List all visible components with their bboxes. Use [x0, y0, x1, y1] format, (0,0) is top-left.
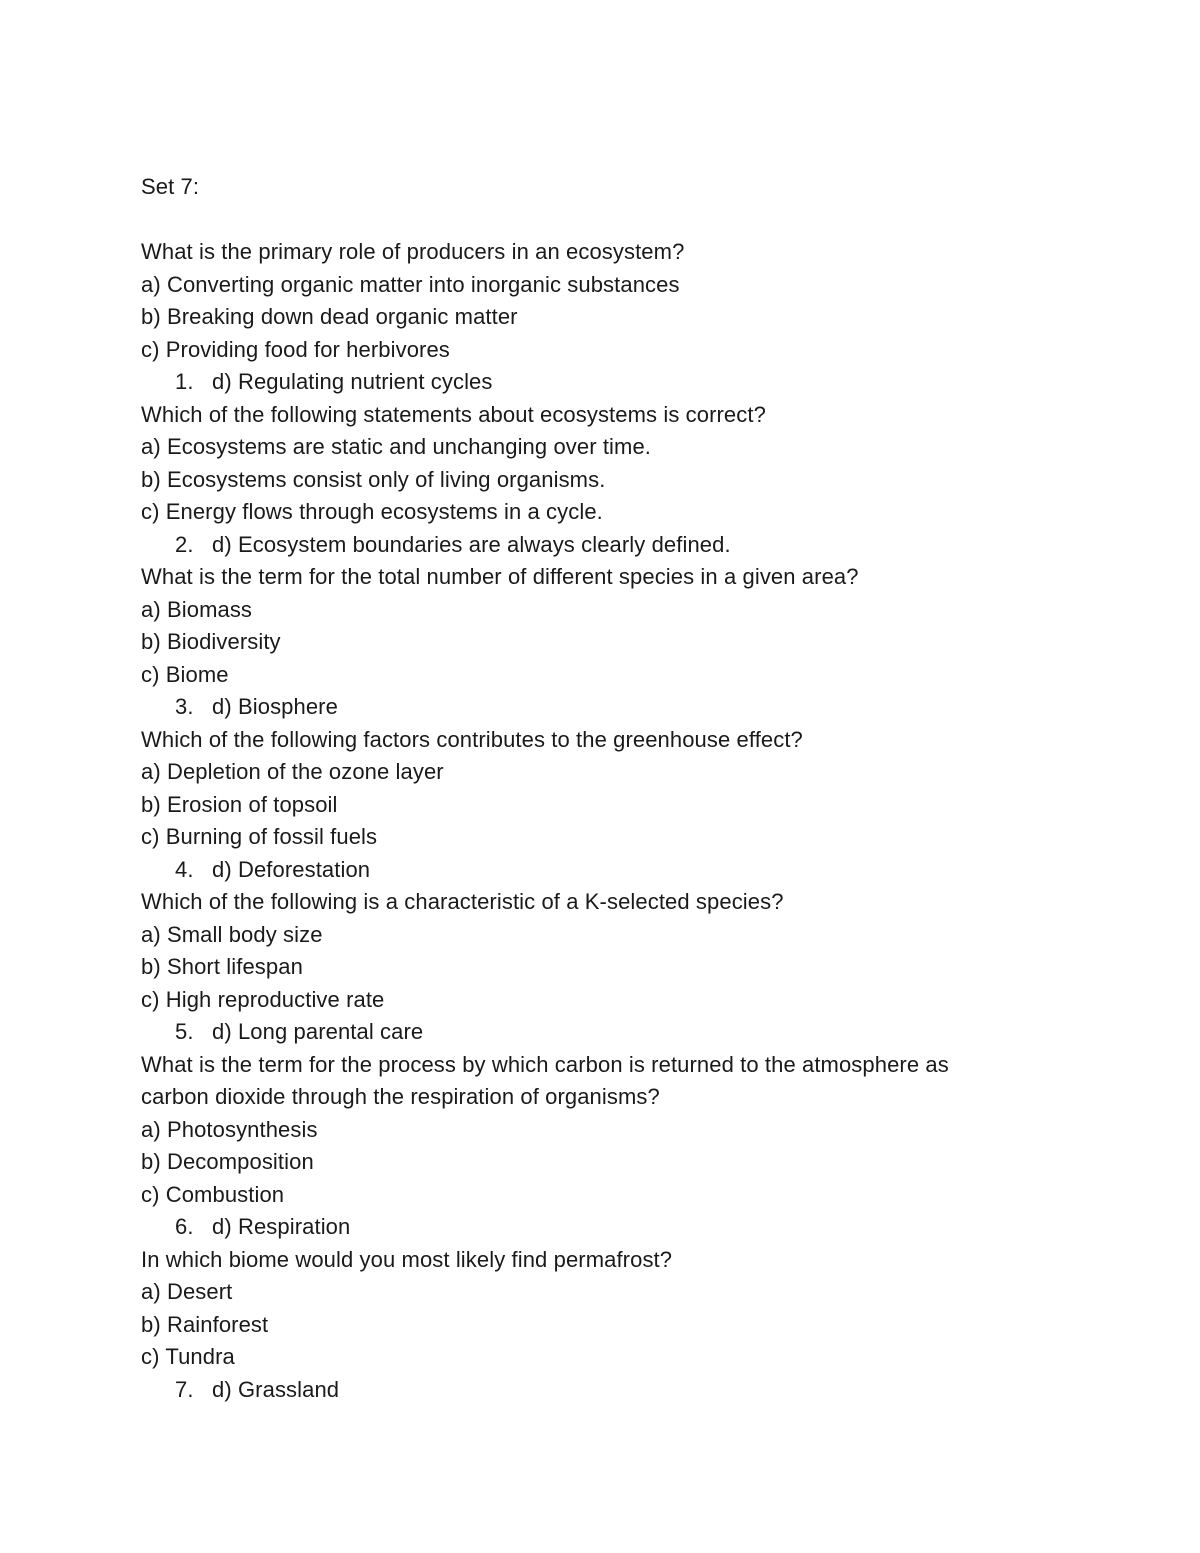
- option-c: c) Energy flows through ecosystems in a cycle.: [141, 499, 603, 524]
- option-a: a) Small body size: [141, 921, 323, 947]
- option-c: c) High reproductive rate: [141, 986, 385, 1012]
- question-block: [141, 1049, 1041, 1244]
- question-text: Which of the following is a characteristic of a K-selected species?: [141, 889, 784, 914]
- option-d: d) Ecosystem boundaries are always clearly defined.: [212, 531, 731, 557]
- option-d: d) Regulating nutrient cycles: [212, 369, 493, 394]
- option-d-row: [141, 691, 1041, 724]
- question-block: [141, 561, 1041, 724]
- question-number: 4.: [175, 856, 194, 882]
- option-c: c) Burning of fossil fuels: [141, 824, 378, 849]
- question-text: Which of the following statements about ecosystems is correct?: [141, 401, 766, 427]
- option-d: d) Respiration: [212, 1214, 351, 1239]
- option-d: d) Deforestation: [212, 856, 371, 882]
- option-a: a) Photosynthesis: [141, 1116, 318, 1142]
- option-a: a) Desert: [141, 1279, 233, 1304]
- option-d-row: [141, 854, 1041, 887]
- question-block: [141, 236, 1041, 399]
- question-text: What is the term for the process by which carbon is returned to the atmosphere as: [141, 1051, 949, 1077]
- option-b: b) Rainforest: [141, 1311, 269, 1337]
- question-number: 2.: [175, 531, 194, 557]
- question-text: Which of the following factors contributes to the greenhouse effect?: [141, 726, 803, 752]
- question-block: [141, 1244, 1041, 1407]
- option-b: b) Ecosystems consist only of living organisms.: [141, 466, 606, 492]
- option-b: b) Breaking down dead organic matter: [141, 304, 518, 329]
- question-text-continued: carbon dioxide through the respiration of organisms?: [141, 1084, 660, 1109]
- option-d: d) Long parental care: [212, 1019, 424, 1044]
- question-block: [141, 886, 1041, 1049]
- option-b: b) Erosion of topsoil: [141, 791, 338, 817]
- question-number: 3.: [175, 694, 194, 719]
- option-a: a) Depletion of the ozone layer: [141, 759, 444, 784]
- option-c: c) Combustion: [141, 1181, 285, 1207]
- option-d-row: [141, 529, 1041, 562]
- option-d-row: [141, 366, 1041, 399]
- question-block: [141, 724, 1041, 887]
- question-block: [141, 399, 1041, 562]
- question-text: What is the term for the total number of different species in a given area?: [141, 564, 859, 589]
- option-c: c) Biome: [141, 661, 229, 687]
- option-a: a) Biomass: [141, 596, 253, 622]
- question-text: What is the primary role of producers in an ecosystem?: [141, 239, 685, 264]
- option-d-row: [141, 1016, 1041, 1049]
- option-b: b) Decomposition: [141, 1149, 314, 1174]
- option-d-row: [141, 1211, 1041, 1244]
- question-number: 7.: [175, 1376, 194, 1402]
- option-d-row: [141, 1374, 1041, 1407]
- question-number: 1.: [175, 369, 194, 394]
- set-title: Set 7:: [141, 174, 200, 199]
- option-c: c) Tundra: [141, 1344, 235, 1369]
- question-number: 6.: [175, 1214, 194, 1239]
- option-c: c) Providing food for herbivores: [141, 336, 450, 362]
- option-d: d) Grassland: [212, 1376, 340, 1402]
- question-number: 5.: [175, 1019, 194, 1044]
- option-a: a) Ecosystems are static and unchanging over time.: [141, 434, 652, 459]
- option-b: b) Biodiversity: [141, 629, 281, 654]
- option-a: a) Converting organic matter into inorganic substances: [141, 271, 680, 297]
- option-d: d) Biosphere: [212, 694, 338, 719]
- question-text: In which biome would you most likely find permafrost?: [141, 1246, 673, 1272]
- option-b: b) Short lifespan: [141, 954, 303, 979]
- document-content: [141, 171, 1041, 1406]
